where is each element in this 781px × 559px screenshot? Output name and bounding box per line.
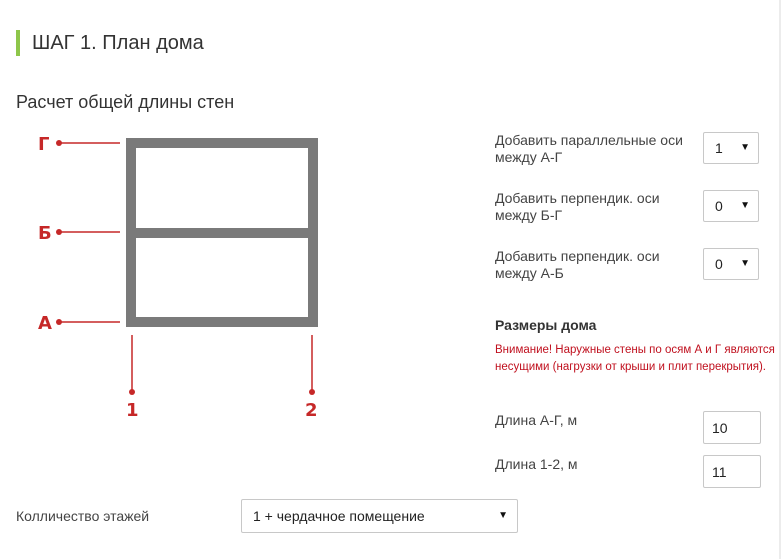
perp-axes-bg-select[interactable]	[703, 190, 759, 222]
step-title: ШАГ 1. План дома	[32, 31, 204, 54]
axis-a-marker	[56, 319, 62, 325]
axis-1-marker	[129, 389, 135, 395]
length-12-value: 11	[712, 464, 727, 480]
perp-axes-bg-value: 0	[715, 198, 723, 214]
floors-value: 1 + чердачное помещение	[253, 508, 425, 524]
length-12-label: Длина 1-2, м	[495, 456, 578, 472]
chevron-down-icon: ▼	[740, 200, 750, 211]
step-header	[16, 30, 204, 56]
axis-1-label: 1	[126, 400, 139, 421]
axis-a-label: А	[38, 313, 52, 334]
house-plan-diagram	[16, 125, 478, 458]
axis-g-label: Г	[38, 134, 50, 155]
length-ag-input[interactable]	[703, 411, 761, 444]
length-ag-value: 10	[712, 420, 728, 436]
chevron-down-icon: ▼	[740, 142, 750, 153]
perp-axes-ab-select[interactable]	[703, 248, 759, 280]
axis-2-label: 2	[305, 400, 318, 421]
length-ag-label: Длина А-Г, м	[495, 412, 578, 428]
perp-axes-bg-label: Добавить перпендик. оси между Б-Г	[495, 190, 660, 223]
load-bearing-warning: Внимание! Наружные стены по осям А и Г являются несущими (нагрузки от крыши и плит перекрытия).	[495, 344, 775, 373]
axis-2-marker	[309, 389, 315, 395]
parallel-axes-ag-select[interactable]	[703, 132, 759, 164]
length-12-input[interactable]	[703, 455, 761, 488]
chevron-down-icon: ▼	[740, 258, 750, 269]
house-sizes-title: Размеры дома	[495, 317, 597, 333]
step-accent-bar	[16, 30, 20, 56]
axis-b-label: Б	[38, 223, 52, 244]
axis-g-marker	[56, 140, 62, 146]
axis-b-marker	[56, 229, 62, 235]
floors-label: Колличество этажей	[16, 508, 150, 524]
floors-select[interactable]	[241, 499, 518, 533]
perp-axes-ab-label: Добавить перпендик. оси между А-Б	[495, 248, 660, 281]
parallel-axes-ag-value: 1	[715, 140, 723, 156]
parallel-axes-ag-label: Добавить параллельные оси между А-Г	[495, 132, 683, 165]
perp-axes-ab-value: 0	[715, 256, 723, 272]
chevron-down-icon: ▼	[498, 510, 508, 521]
section-title: Расчет общей длины стен	[16, 92, 235, 112]
